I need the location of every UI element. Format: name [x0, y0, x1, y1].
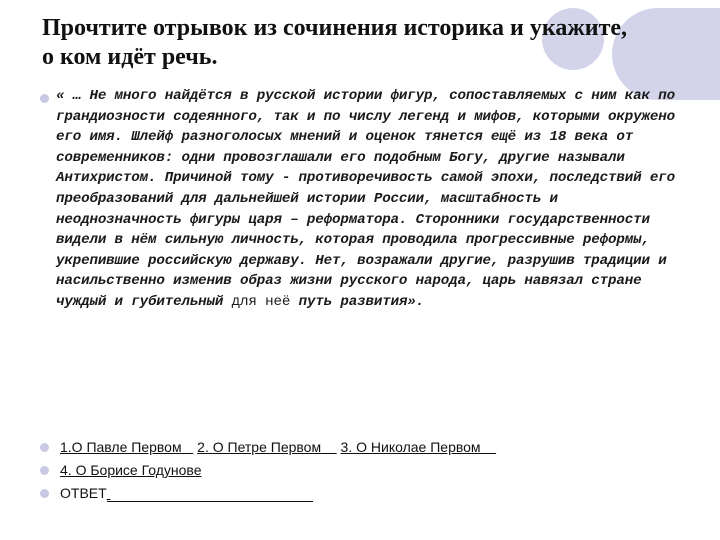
answer-row [60, 485, 313, 502]
option-1[interactable]: 1.О Павле Первом [60, 439, 182, 455]
answer-blank-line[interactable] [107, 485, 313, 502]
answer-option-4-row [60, 462, 201, 478]
quote-end: путь развития». [298, 293, 425, 310]
answer-label: ОТВЕТ [60, 485, 107, 501]
answer-options-row [60, 439, 496, 455]
bullet-icon [40, 489, 49, 498]
historian-quote [56, 86, 684, 313]
quote-main: « … Не много найдётся в русской истории фигур, сопоставляемых с ним как по грандиозности содеянного, так и по числу легенд и мифов, которыми окружено его имя. Шлейф разноголосых мнений и оценок тянется ещё из 18 века от современников: одни провозглашали его подобным Богу, другие называли Антихристом. Причиной тому - противоречивость самой эпохи, последствий его преобразований для дальнейшей истории России, масштабность и неоднозначность фигуры царя – реформатора. Сторонники государственности видели в нём сильную личность, которая проводила прогрессивные реформы, укрепившие российскую державу. Нет, возражали другие, разрушив традиции и насильственно изменив образ жизни русского народа, царь навязал стране чуждый и губительный [56, 88, 675, 310]
bullet-icon [40, 466, 49, 475]
bullet-icon [40, 443, 49, 452]
option-2[interactable]: 2. О Петре Первом [197, 439, 322, 455]
slide-title: Прочтите отрывок из сочинения историка и укажите, о ком идёт речь. [42, 15, 628, 70]
option-4[interactable]: 4. О Борисе Годунове [60, 462, 202, 478]
bullet-icon [40, 94, 49, 103]
option-3[interactable]: 3. О Николае Первом [340, 439, 481, 455]
quote-plain: для неё [231, 293, 291, 310]
